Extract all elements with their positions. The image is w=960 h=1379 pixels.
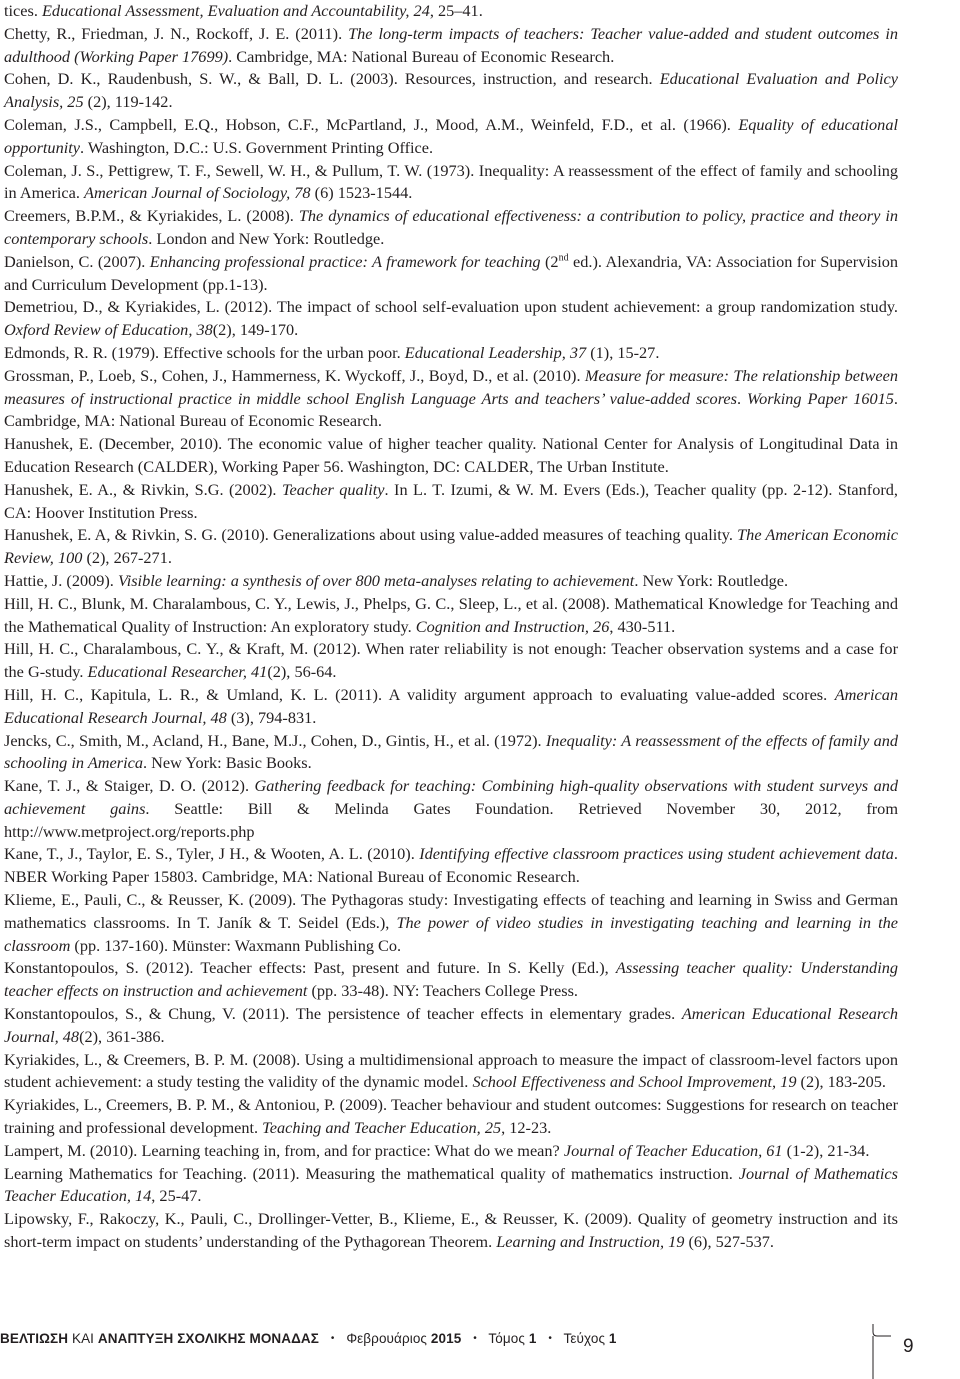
reference-italic-segment: Inequality: A reassessment of the effects of family and schooling in America — [4, 730, 898, 773]
reference-text-segment: Kane, T., J., Taylor, E. S., Tyler, J H., & Wooten, A. L. (2010). — [4, 844, 420, 864]
reference-text-segment: . Seattle: Bill & Melinda Gates Foundation. Retrieved November 30, 2012, from http://www.metproject.org/reports.php — [4, 798, 898, 841]
reference-text-segment: . In L. T. Izumi, & W. M. Evers (Eds.), Teacher quality (pp. 2-12). Stanford, CA: Hoover Institution Press. — [4, 479, 898, 522]
reference-text-segment: Chetty, R., Friedman, J. N., Rockoff, J. E. (2011). — [4, 23, 349, 43]
reference-entry — [4, 160, 898, 206]
reference-entry — [4, 570, 898, 593]
reference-text-segment: Kyriakides, L., & Creemers, B. P. M. (2008). Using a multidimensional approach to measure the impact of classroom-level factors upon student achievement: a study testing the validity of the dynamic model. — [4, 1049, 898, 1092]
footer-issue-label: Τεύχος — [563, 1331, 606, 1346]
reference-text-segment: Hanushek, E. A., & Rivkin, S.G. (2002). — [4, 479, 282, 499]
reference-italic-segment: Educational Assessment, Evaluation and Accountability, 24 — [41, 1, 430, 20]
reference-entry — [4, 365, 898, 433]
journal-title-rest: ΑΝΑΠΤΥΞΗ ΣΧΟΛΙΚΗΣ ΜΟΝΑΔΑΣ — [97, 1331, 319, 1346]
reference-italic-segment: Journal of Mathematics Teacher Education, 14 — [4, 1163, 898, 1206]
reference-text-segment: Kyriakides, L., Creemers, B. P. M., & Antoniou, P. (2009). Teacher behaviour and student outcomes: Suggestions for research on teacher training and professional development. — [4, 1095, 898, 1138]
reference-text-segment: tices. — [4, 1, 42, 20]
reference-entry — [4, 775, 898, 843]
reference-text-segment: . — [737, 388, 747, 408]
reference-italic-segment: School Effectiveness and School Improvement, 19 — [472, 1072, 797, 1092]
reference-text-segment: (1), 15-27. — [586, 342, 660, 362]
reference-entry — [4, 479, 898, 525]
reference-text-segment: Danielson, C. (2007). — [4, 251, 150, 271]
reference-entry — [4, 0, 898, 23]
reference-entry — [4, 251, 898, 297]
reference-text-segment: (6), 527-537. — [684, 1232, 774, 1252]
reference-italic-segment: Journal of Teacher Education, 61 — [563, 1140, 783, 1160]
reference-text-segment: Learning Mathematics for Teaching. (2011). Measuring the mathematical quality of mathematics instruction. — [4, 1163, 739, 1183]
reference-entry — [4, 1163, 898, 1209]
footer-volume: 1 — [528, 1331, 537, 1346]
reference-italic-segment: The power of video studies in investigating teaching and learning in the classroom — [4, 912, 898, 955]
reference-text-segment: (2), 361-386. — [79, 1026, 165, 1046]
reference-text-segment: (1-2), 21-34. — [782, 1140, 870, 1160]
reference-text-segment: Konstantopoulos, S. (2012). Teacher effects: Past, present and future. In S. Kelly (Ed.), — [4, 958, 616, 978]
reference-text-segment: . NBER Working Paper 15803. Cambridge, MA: National Bureau of Economic Research. — [4, 844, 898, 887]
footer-separator: • — [330, 1333, 335, 1344]
page-corner-bracket — [869, 1324, 960, 1379]
reference-italic-segment: Oxford Review of Education, 38 — [4, 320, 213, 340]
page-footer — [0, 1324, 960, 1379]
reference-text-segment: , 430-511. — [609, 616, 676, 636]
reference-text-segment: , 12-23. — [501, 1118, 552, 1138]
reference-entry — [4, 1140, 898, 1163]
reference-text-segment: ed.). Alexandria, VA: Association for Supervision and Curriculum Development (pp.1-13). — [4, 251, 898, 294]
reference-text-segment: (3), 794-831. — [226, 707, 317, 727]
reference-entry — [4, 1094, 898, 1140]
reference-italic-segment: Teaching and Teacher Education, 25 — [262, 1118, 502, 1138]
journal-title-and: ΚΑΙ — [71, 1331, 95, 1346]
footer-separator: • — [473, 1333, 477, 1344]
reference-text-segment: Klieme, E., Pauli, C., & Reusser, K. (2009). The Pythagoras study: Investigating effects of teaching and learning in Swiss and German mathematics classrooms. In T. Janík & T. Seidel (Eds.), — [4, 890, 898, 932]
reference-italic-segment: Identifying effective classroom practices using student achievement data — [419, 844, 894, 864]
reference-text-segment: (pp. 33-48). NY: Teachers College Press. — [307, 981, 578, 1001]
reference-italic-segment: Measure for measure: The relationship between measures of instructional practice in middle school English Language Arts and teachers’ value-added scores — [4, 365, 898, 408]
reference-entry — [4, 205, 898, 251]
reference-italic-segment: Assessing teacher quality: Understanding teacher effects on instruction and achievement — [4, 958, 898, 1001]
reference-italic-segment: Educational Leadership, 37 — [404, 342, 587, 362]
reference-entry — [4, 23, 898, 69]
reference-entry — [4, 1003, 898, 1049]
reference-italic-segment: Teacher quality — [281, 479, 385, 499]
reference-entry — [4, 524, 898, 570]
reference-italic-segment: Learning and Instruction, 19 — [496, 1232, 685, 1252]
reference-text-segment: . Cambridge, MA: National Bureau of Economic Research. — [4, 388, 898, 431]
reference-text-segment: , 25–41. — [429, 1, 483, 20]
reference-text-segment: . New York: Routledge. — [634, 570, 789, 590]
reference-entry — [4, 843, 898, 889]
reference-italic-segment: Enhancing professional practice: A framework for teaching — [149, 251, 541, 271]
reference-entry — [4, 593, 898, 639]
reference-text-segment: Hill, H. C., Charalambous, C. Y., & Kraft, M. (2012). When rater reliability is not enough: Teacher observation systems and a case for the G-study. — [4, 639, 898, 682]
reference-text-segment: Creemers, B.P.M., & Kyriakides, L. (2008). — [4, 206, 299, 226]
reference-text-segment: (2), 119-142. — [83, 92, 173, 112]
reference-text-segment: , 25-47. — [151, 1186, 202, 1206]
reference-text-segment: Hattie, J. (2009). — [4, 570, 118, 590]
reference-italic-segment: Visible learning: a synthesis of over 800 meta-analyses relating to achievement — [117, 570, 635, 590]
reference-text-segment: (2 — [540, 251, 559, 271]
reference-text-segment: Hanushek, E. (December, 2010). The economic value of higher teacher quality. National Center for Analysis of Longitudinal Data in Education Research (CALDER), Working Paper 56. Washington, DC: CALDER, The Urban Institute. — [4, 434, 898, 476]
reference-entry — [4, 730, 898, 776]
reference-text-segment: . London and New York: Routledge. — [148, 228, 385, 248]
reference-entry — [4, 114, 898, 160]
reference-text-segment: (pp. 137-160). Münster: Waxmann Publishing Co. — [70, 935, 402, 955]
reference-entry — [4, 1208, 898, 1254]
reference-text-segment: Cohen, D. K., Raudenbush, S. W., & Ball, D. L. (2003). Resources, instruction, and research. — [4, 69, 660, 89]
reference-entry — [4, 296, 898, 342]
footer-separator: • — [548, 1333, 552, 1344]
reference-text-segment: . New York: Basic Books. — [142, 753, 312, 773]
reference-italic-segment: Gathering feedback for teaching: Combining high-quality observations with student surveys and achievement gains — [4, 776, 898, 818]
reference-text-segment: Kane, T. J., & Staiger, D. O. (2012). — [4, 776, 255, 796]
footer-year: 2015 — [430, 1331, 462, 1346]
reference-italic-segment: Equality of educational opportunity — [4, 114, 898, 157]
reference-entry — [4, 684, 898, 730]
reference-text-segment: . Cambridge, MA: National Bureau of Economic Research. — [228, 46, 615, 66]
reference-italic-segment: Working Paper 16015 — [747, 388, 894, 408]
footer-issue: 1 — [608, 1331, 617, 1346]
reference-italic-segment: American Educational Research Journal, 48 — [4, 1004, 898, 1046]
reference-entry — [4, 638, 898, 684]
reference-entry — [4, 342, 898, 365]
reference-italic-segment: American Educational Research Journal, 48 — [4, 684, 898, 727]
footer-volume-label: Τόμος — [488, 1331, 525, 1346]
reference-italic-segment: Educational Researcher, 41 — [87, 662, 268, 682]
reference-text-segment: (6) 1523-1544. — [310, 183, 413, 203]
reference-text-segment: (2), 56-64. — [267, 662, 337, 682]
reference-text-segment: Lampert, M. (2010). Learning teaching in, from, and for practice: What do we mean? — [4, 1140, 564, 1160]
reference-text-segment: Hill, H. C., Kapitula, L. R., & Umland, K. L. (2011). A validity argument approach to evaluating value-added scores. — [4, 684, 835, 704]
reference-list — [4, 0, 898, 1254]
reference-italic-segment: The long-term impacts of teachers: Teacher value-added and student outcomes in adulthood (Working Paper 17699) — [4, 23, 898, 66]
reference-italic-segment: Cognition and Instruction, 26 — [415, 616, 610, 636]
reference-text-segment: Edmonds, R. R. (1979). Effective schools for the urban poor. — [4, 342, 405, 362]
reference-entry — [4, 889, 898, 957]
reference-italic-segment: The American Economic Review, 100 — [4, 525, 899, 568]
page-number-box — [869, 1324, 960, 1379]
reference-text-segment: Lipowsky, F., Rakoczy, K., Pauli, C., Drollinger-Vetter, B., Klieme, E., & Reusser, K. (2009). Quality of geometry instruction and its short-term impact on students’ understanding of the Pythagorean Theorem. — [4, 1209, 898, 1252]
reference-text-segment: Grossman, P., Loeb, S., Cohen, J., Hammerness, K. Wyckoff, J., Boyd, D., et al. (2010). — [4, 365, 585, 385]
reference-text-segment: (2), 183-205. — [796, 1072, 886, 1092]
reference-italic-segment: American Journal of Sociology, 78 — [84, 183, 311, 203]
reference-entry — [4, 68, 898, 114]
reference-entry — [4, 957, 898, 1003]
reference-italic-segment: The dynamics of educational effectiveness: a contribution to policy, practice and theory in contemporary schools — [4, 206, 898, 248]
reference-entry — [4, 433, 898, 479]
reference-superscript: nd — [558, 252, 569, 264]
reference-text-segment: Coleman, J.S., Campbell, E.Q., Hobson, C.F., McPartland, J., Mood, A.M., Weinfeld, F.D., et al. (1966). — [4, 114, 739, 134]
reference-text-segment: Coleman, J. S., Pettigrew, T. F., Sewell, W. H., & Pullum, T. W. (1973). Inequality: A reassessment of the effect of family and schooling in America. — [4, 160, 898, 203]
reference-text-segment: . Washington, D.C.: U.S. Government Printing Office. — [79, 137, 434, 157]
journal-title-bold: ΒΕΛΤΙΩΣΗ — [0, 1331, 69, 1346]
reference-text-segment: (2), 149-170. — [212, 320, 299, 340]
reference-text-segment: Jencks, C., Smith, M., Acland, H., Bane, M.J., Cohen, D., Gintis, H., et al. (1972). — [4, 730, 546, 750]
page-number: 9 — [903, 1336, 914, 1357]
reference-entry — [4, 1049, 898, 1095]
reference-text-segment: Hanushek, E. A, & Rivkin, S. G. (2010). Generalizations about using value-added measures of teaching quality. — [4, 525, 738, 545]
reference-italic-segment: Educational Evaluation and Policy Analysis, 25 — [4, 69, 899, 112]
reference-text-segment: Hill, H. C., Blunk, M. Charalambous, C. Y., Lewis, J., Phelps, G. C., Sleep, L., et al. (2008). Mathematical Knowledge for Teaching and the Mathematical Quality of Instruction: An exploratory study. — [4, 593, 898, 636]
reference-text-segment: Demetriou, D., & Kyriakides, L. (2012). The impact of school self-evaluation upon student achievement: a group randomization study. — [4, 297, 898, 317]
footer-journal-info — [0, 1331, 617, 1346]
reference-text-segment: Konstantopoulos, S., & Chung, V. (2011). The persistence of teacher effects in elementary grades. — [4, 1004, 682, 1024]
footer-month: Φεβρουάριος — [346, 1331, 428, 1346]
reference-text-segment: (2), 267-271. — [82, 548, 172, 568]
